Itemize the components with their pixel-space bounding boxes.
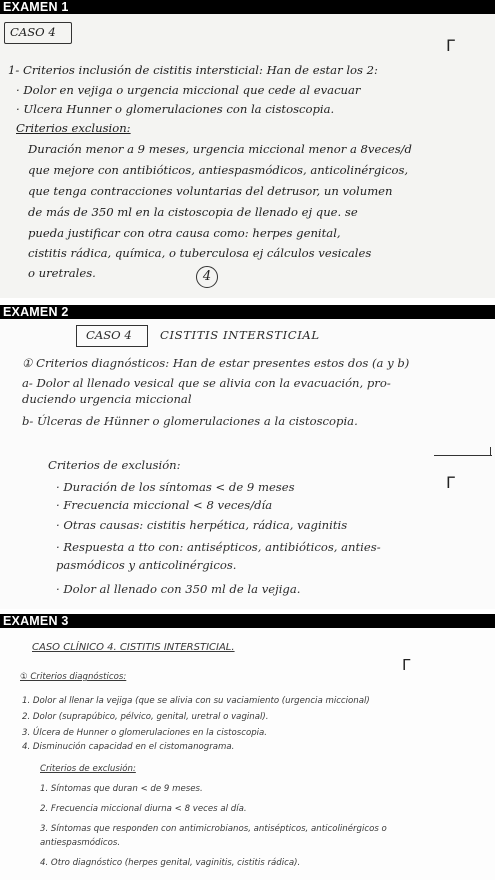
exam-3-line-8: 2. Frecuencia miccional diurna < 8 veces al día. — [40, 804, 247, 814]
exam-1-line-8: de más de 350 ml en la cistoscopia de llenado ej que. se — [28, 205, 358, 219]
exam-2-sheet — [0, 319, 495, 609]
exam-2-line-1: ① Criterios diagnósticos: Han de estar presentes estos dos (a y b) — [22, 356, 410, 370]
exam-2-label: EXAMEN 2 — [3, 305, 69, 319]
exam-3-line-1: ① Criterios diagnósticos: — [20, 672, 127, 682]
exam-1-line-9: pueda justificar con otra causa como: herpes genital, — [28, 226, 341, 240]
exam-1-line-7: que tenga contracciones voluntarias del detrusor, un volumen — [28, 184, 393, 198]
exam-1-line-3: · Ulcera Hunner o glomerulaciones con la cistoscopia. — [16, 102, 335, 116]
check-mark: Γ — [446, 473, 455, 492]
exam-3-line-10: antiespasmódicos. — [40, 838, 121, 848]
exam-3-label-band — [0, 614, 495, 628]
exam-3-line-9: 3. Síntomas que responden con antimicrobianos, antisépticos, anticolinérgicos o — [40, 824, 387, 834]
exam-2-line-9: · Otras causas: cistitis herpética, rádica, vaginitis — [56, 518, 348, 532]
exam-1-sheet — [0, 14, 495, 298]
exam-1-line-5: Duración menor a 9 meses, urgencia miccional menor a 8veces/d — [28, 142, 412, 156]
exam-2-line-12: · Dolor al llenado con 350 ml de la vejiga. — [56, 582, 301, 596]
exam-3-line-6: Criterios de exclusión: — [40, 764, 136, 774]
exam-1-line-4: Criterios exclusion: — [16, 121, 131, 135]
exam-1-label-band — [0, 0, 495, 14]
check-mark: Γ — [446, 36, 455, 55]
exam-1-case-label: CASO 4 — [10, 25, 56, 39]
exam-2-divider-tick — [490, 447, 491, 456]
exam-1-line-10: cistitis rádica, química, o tuberculosa ej cálculos vesicales — [28, 246, 372, 260]
exam-1-label: EXAMEN 1 — [3, 0, 69, 14]
exam-3-line-5: 4. Disminución capacidad en el cistomanograma. — [22, 742, 235, 752]
exam-2-line-8: · Frecuencia miccional < 8 veces/día — [56, 498, 273, 512]
exam-3-line-4: 3. Úlcera de Hunner o glomerulaciones en la cistoscopia. — [22, 728, 268, 738]
exam-3-sheet — [0, 628, 495, 880]
exam-2-line-6: Criterios de exclusión: — [48, 458, 181, 472]
exam-1-score: 4 — [202, 269, 212, 284]
exam-3-line-2: 1. Dolor al llenar la vejiga (que se alivia con su vaciamiento (urgencia miccional) — [22, 696, 370, 706]
exam-2-line-4: b- Úlceras de Hünner o glomerulaciones a la cistoscopia. — [22, 414, 358, 428]
exam-1-line-1: 1- Criterios inclusión de cistitis intersticial: Han de estar los 2: — [8, 63, 378, 77]
exam-2-label-band — [0, 305, 495, 319]
exam-3-label: EXAMEN 3 — [3, 614, 69, 628]
exam-2-line-2: a- Dolor al llenado vesical que se alivia con la evacuación, pro- — [22, 376, 391, 390]
exam-2-line-3: duciendo urgencia miccional — [22, 392, 192, 406]
exam-2-line-7: · Duración de los síntomas < de 9 meses — [56, 480, 295, 494]
exam-3-line-3: 2. Dolor (suprapúbico, pélvico, genital, uretral o vaginal). — [22, 712, 269, 722]
exam-1-line-6: que mejore con antibióticos, antiespasmódicos, anticolinérgicos, — [28, 163, 409, 177]
check-mark: Γ — [402, 656, 411, 674]
exam-2-divider-mark — [434, 455, 492, 456]
exam-3-line-7: 1. Síntomas que duran < de 9 meses. — [40, 784, 203, 794]
exam-1-score-circle — [196, 266, 218, 288]
exam-2-line-10: · Respuesta a tto con: antisépticos, antibióticos, anties- — [56, 540, 381, 554]
exam-2-line-11: pasmódicos y anticolinérgicos. — [56, 558, 237, 572]
exam-2-case-label: CASO 4 — [86, 328, 132, 342]
exam-2-title: CISTITIS INTERSTICIAL — [160, 328, 320, 342]
exam-3-title: CASO CLÍNICO 4. CISTITIS INTERSTICIAL. — [32, 642, 235, 653]
exam-1-line-2: · Dolor en vejiga o urgencia miccional que cede al evacuar — [16, 83, 361, 97]
exam-1-line-11: o uretrales. — [28, 266, 96, 280]
exam-3-line-11: 4. Otro diagnóstico (herpes genital, vaginitis, cistitis rádica). — [40, 858, 301, 868]
